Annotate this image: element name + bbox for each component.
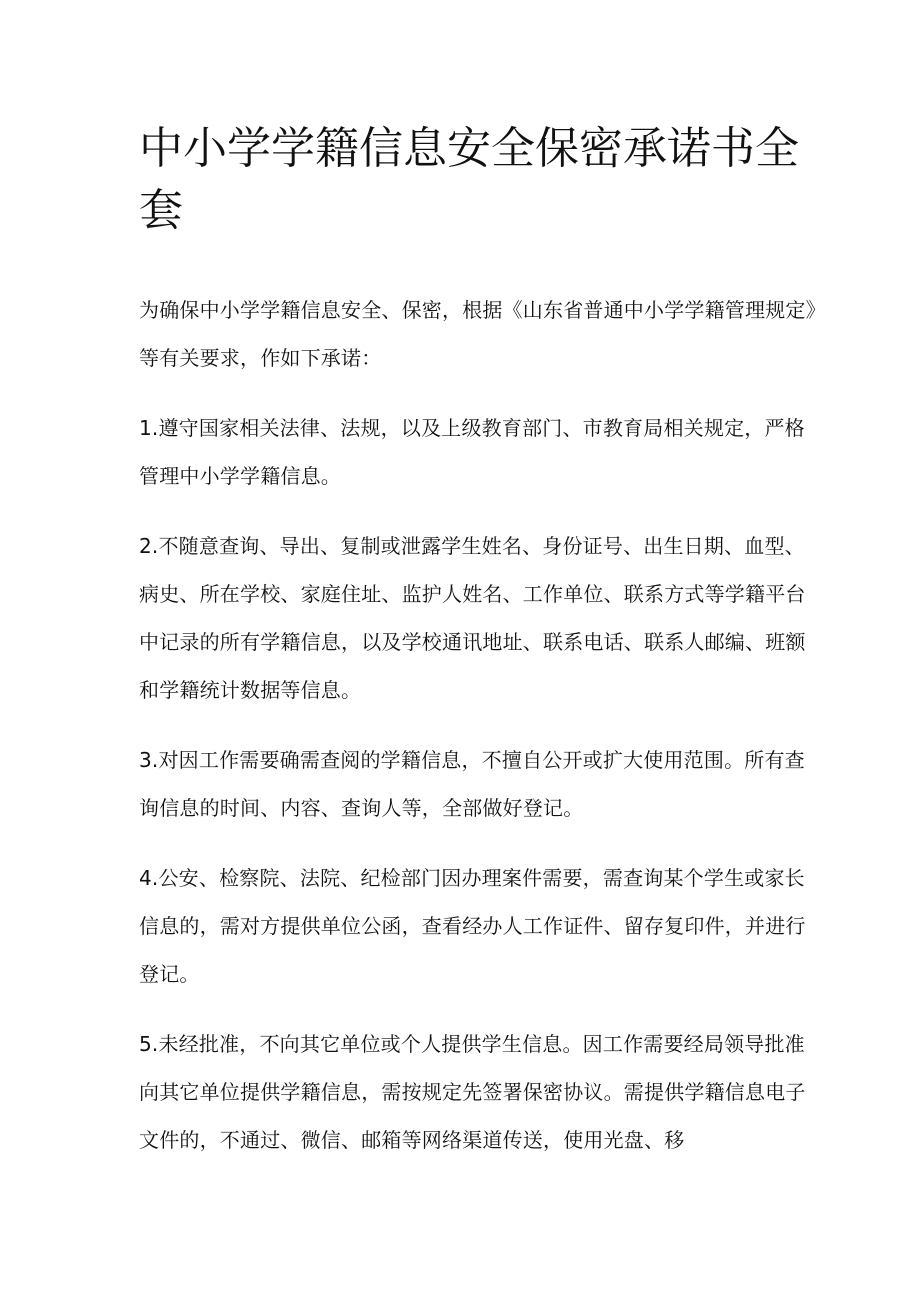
intro-paragraph: 为确保中小学学籍信息安全、保密，根据《山东省普通中小学学籍管理规定》等有关要求，作如下承诺： [139, 298, 816, 370]
item-paragraph-3: 3.对因工作需要确需查阅的学籍信息，不擅自公开或扩大使用范围。所有查询信息的时间、内容、查询人等，全部做好登记。 [139, 748, 805, 820]
item-paragraph-5: 5.未经批准，不向其它单位或个人提供学生信息。因工作需要经局领导批准向其它单位提供学籍信息，需按规定先签署保密协议。需提供学籍信息电子文件的，不通过、微信、邮箱等网络渠道传送，使用光盘、移 [139, 1032, 806, 1152]
item-paragraph-4: 4.公安、检察院、法院、纪检部门因办理案件需要，需查询某个学生或家长信息的，需对方提供单位公函，查看经办人工作证件、留存复印件，并进行登记。 [139, 866, 806, 986]
item-paragraph-2: 2.不随意查询、导出、复制或泄露学生姓名、身份证号、出生日期、血型、病史、所在学校、家庭住址、监护人姓名、工作单位、联系方式等学籍平台中记录的所有学籍信息，以及学校通讯地址、联系电话、联系人邮编、班额和学籍统计数据等信息。 [139, 534, 806, 702]
document-title: 中小学学籍信息安全保密承诺书全套 [139, 123, 799, 236]
document-body [139, 286, 820, 1164]
item-paragraph-1: 1.遵守国家相关法律、法规，以及上级教育部门、市教育局相关规定，严格管理中小学学籍信息。 [139, 416, 805, 488]
